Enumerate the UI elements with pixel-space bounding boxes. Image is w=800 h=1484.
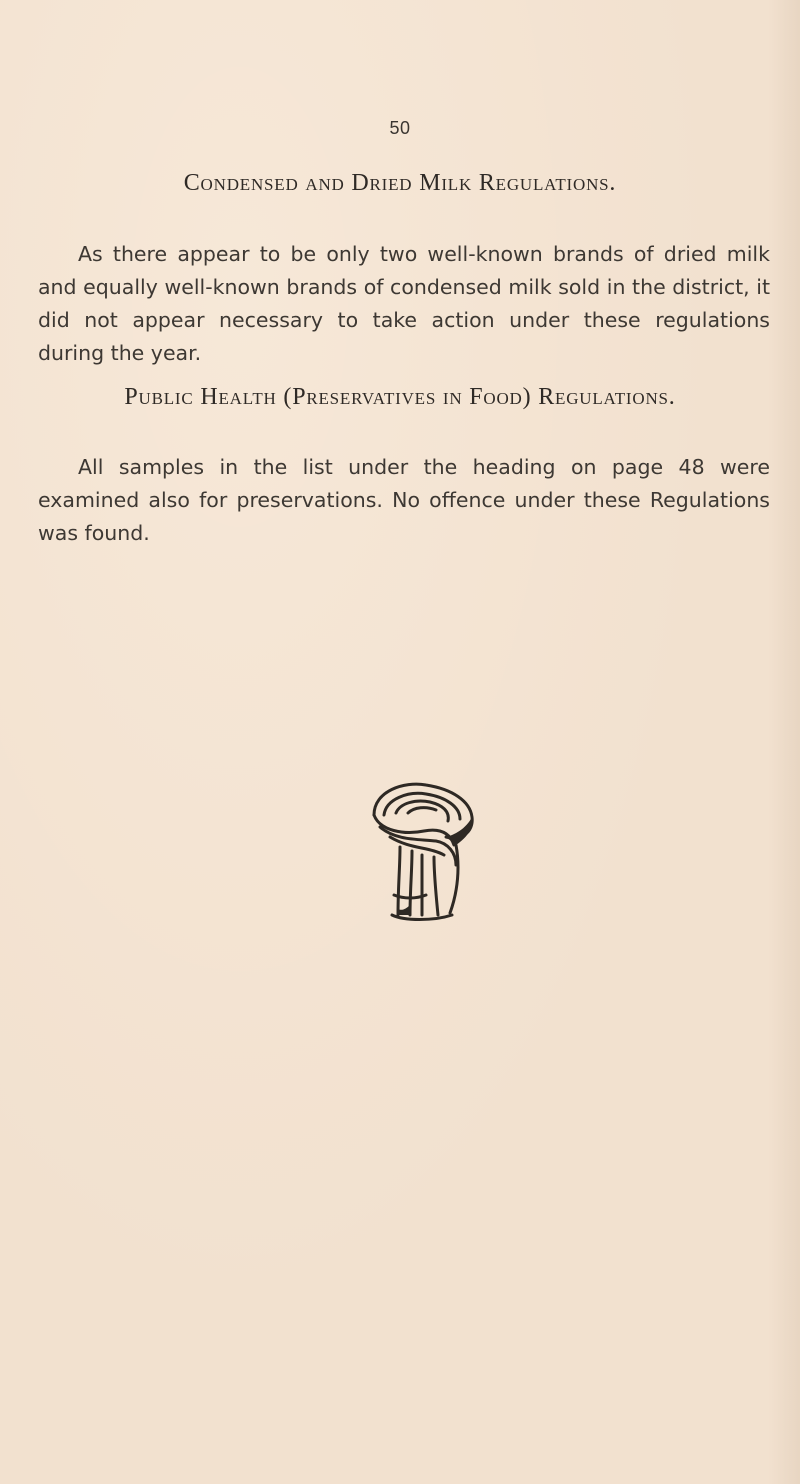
- art-nouveau-tailpiece-icon: [360, 775, 488, 925]
- section-heading-preservatives: Public Health (Preservatives in Food) Regulations.: [124, 384, 676, 410]
- section-body-condensed-dried-milk: As there appear to be only two well-known brands of dried milk and equally well-known brands of condensed milk sold in the district, it did not appear necessary to take action under these regulations during the year.: [38, 242, 770, 365]
- section-heading-condensed-dried-milk: Condensed and Dried Milk Regulations.: [183, 170, 617, 196]
- page-number: 50: [389, 118, 411, 138]
- section-body-preservatives: All samples in the list under the heading on page 48 were examined also for preservations. No offence under these Regulations was found.: [38, 455, 770, 545]
